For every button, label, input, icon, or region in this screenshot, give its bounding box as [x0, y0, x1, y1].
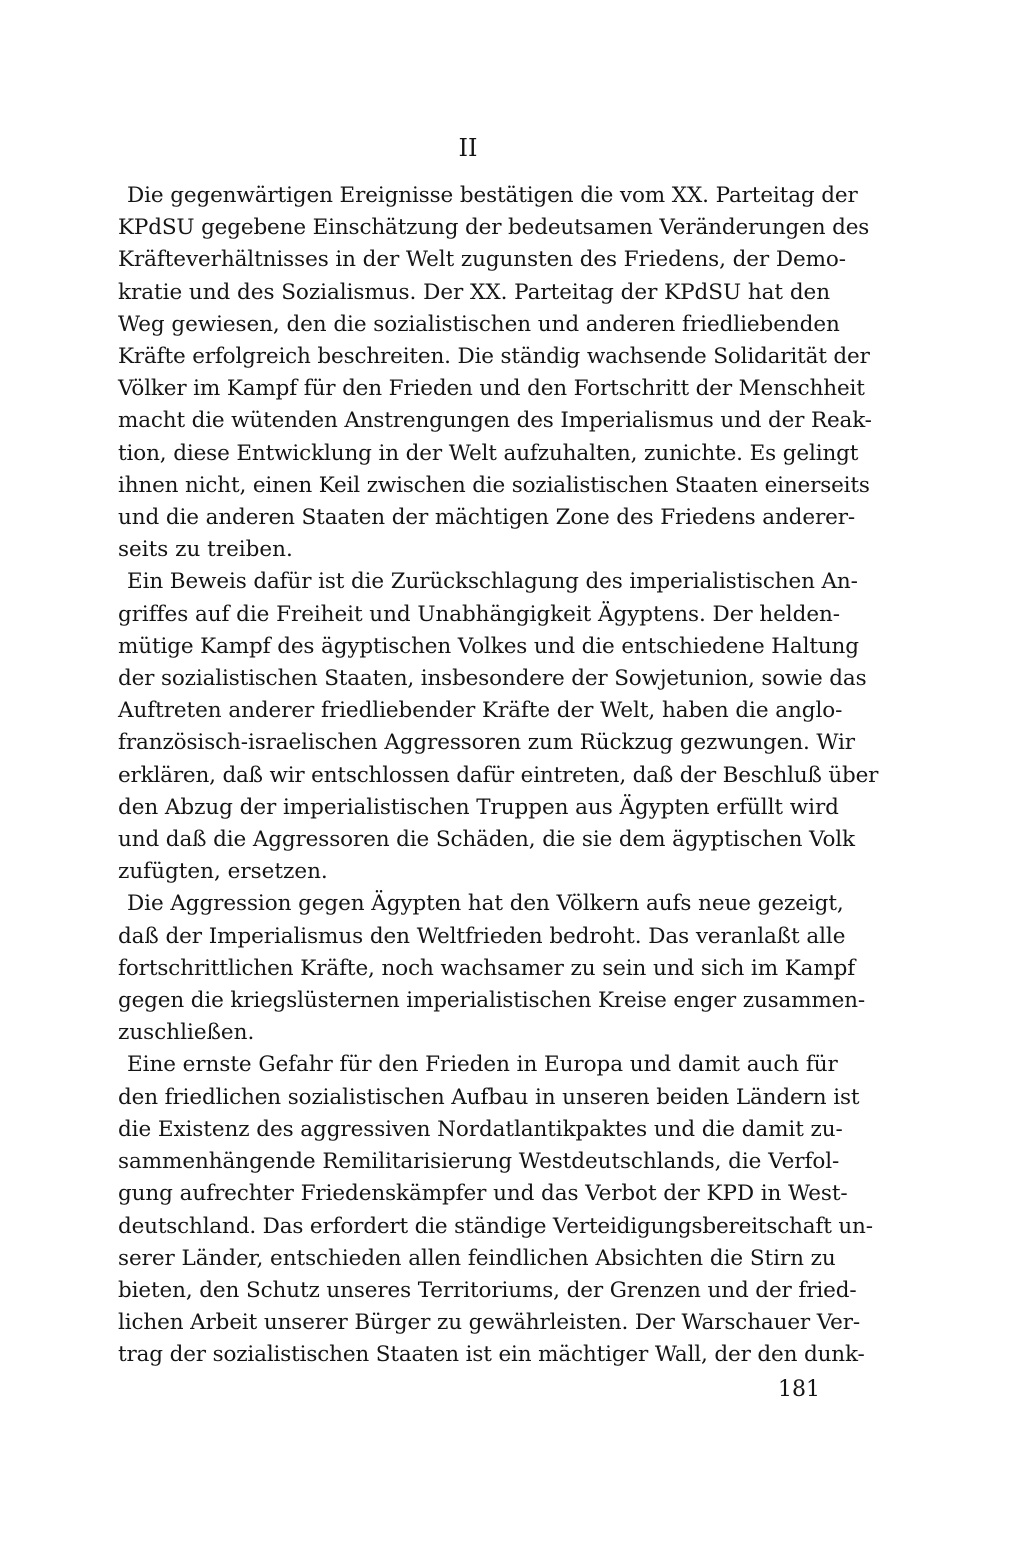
text-line: den Abzug der imperialistischen Truppen aus Ägypten erfüllt wird [118, 794, 839, 820]
text-line: sammenhängende Remilitarisierung Westdeutschlands, die Verfol- [118, 1149, 840, 1175]
paragraph [118, 888, 865, 1049]
paragraph [118, 1049, 873, 1371]
text-line: Auftreten anderer friedliebender Kräfte der Welt, haben die anglo- [118, 698, 843, 724]
page-number: 181 [778, 1377, 820, 1402]
text-line: kratie und des Sozialismus. Der XX. Parteitag der KPdSU hat den [118, 279, 831, 305]
text-line: Die gegenwärtigen Ereignisse bestätigen die vom XX. Parteitag der [127, 183, 858, 208]
text-line: KPdSU gegebene Einschätzung der bedeutsamen Veränderungen des [118, 215, 870, 241]
paragraph [118, 180, 872, 566]
text-line: deutschland. Das erfordert die ständige Verteidigungsbereitschaft un- [118, 1213, 873, 1239]
text-line: trag der sozialistischen Staaten ist ein mächtiger Wall, der den dunk- [118, 1342, 865, 1368]
text-line: französisch-israelischen Aggressoren zum Rückzug gezwungen. Wir [118, 730, 855, 756]
text-line: zuschließen. [118, 1020, 255, 1046]
text-line: daß der Imperialismus den Weltfrieden bedroht. Das veranlaßt alle [118, 923, 846, 949]
text-line: erklären, daß wir entschlossen dafür eintreten, daß der Beschluß über [118, 762, 879, 788]
text-line: macht die wütenden Anstrengungen des Imperialismus und der Reak- [118, 408, 872, 434]
body-text [118, 180, 879, 1372]
text-line: den friedlichen sozialistischen Aufbau in unseren beiden Ländern ist [118, 1084, 860, 1110]
text-line: bieten, den Schutz unseres Territoriums, der Grenzen und der fried- [118, 1277, 857, 1303]
text-line: Die Aggression gegen Ägypten hat den Völkern aufs neue gezeigt, [127, 891, 844, 917]
text-line: und die anderen Staaten der mächtigen Zone des Friedens anderer- [118, 505, 856, 531]
paragraph [118, 566, 879, 888]
text-line: fortschrittlichen Kräfte, noch wachsamer zu sein und sich im Kampf [118, 955, 856, 981]
text-line: tion, diese Entwicklung in der Welt aufzuhalten, zunichte. Es gelingt [118, 440, 859, 466]
text-line: griffes auf die Freiheit und Unabhängigkeit Ägyptens. Der helden- [118, 601, 840, 627]
text-line: ihnen nicht, einen Keil zwischen die sozialistischen Staaten einerseits [118, 472, 870, 498]
text-line: gegen die kriegslüsternen imperialistischen Kreise enger zusammen- [118, 988, 865, 1014]
text-line: gung aufrechter Friedenskämpfer und das Verbot der KPD in West- [118, 1181, 848, 1207]
text-line: zufügten, ersetzen. [118, 859, 328, 885]
text-line: mütige Kampf des ägyptischen Volkes und die entschiedene Haltung [118, 633, 859, 659]
text-line: lichen Arbeit unserer Bürger zu gewährleisten. Der Warschauer Ver- [118, 1310, 861, 1336]
text-line: Kräfteverhältnisses in der Welt zugunsten des Friedens, der Demo- [118, 247, 846, 273]
text-line: Weg gewiesen, den die sozialistischen und anderen friedliebenden [118, 311, 840, 337]
section-heading: II [458, 134, 478, 162]
text-line: Völker im Kampf für den Frieden und den Fortschritt der Menschheit [118, 376, 865, 402]
text-line: die Existenz des aggressiven Nordatlantikpaktes und die damit zu- [118, 1116, 843, 1142]
text-line: Ein Beweis dafür ist die Zurückschlagung des imperialistischen An- [127, 569, 858, 595]
text-line: serer Länder, entschieden allen feindlichen Absichten die Stirn zu [118, 1245, 836, 1271]
text-line: der sozialistischen Staaten, insbesondere der Sowjetunion, sowie das [118, 666, 867, 692]
text-line: und daß die Aggressoren die Schäden, die sie dem ägyptischen Volk [118, 827, 855, 853]
text-line: Eine ernste Gefahr für den Frieden in Europa und damit auch für [127, 1052, 838, 1078]
text-line: Kräfte erfolgreich beschreiten. Die ständig wachsende Solidarität der [118, 344, 870, 370]
text-line: seits zu treiben. [118, 537, 293, 563]
